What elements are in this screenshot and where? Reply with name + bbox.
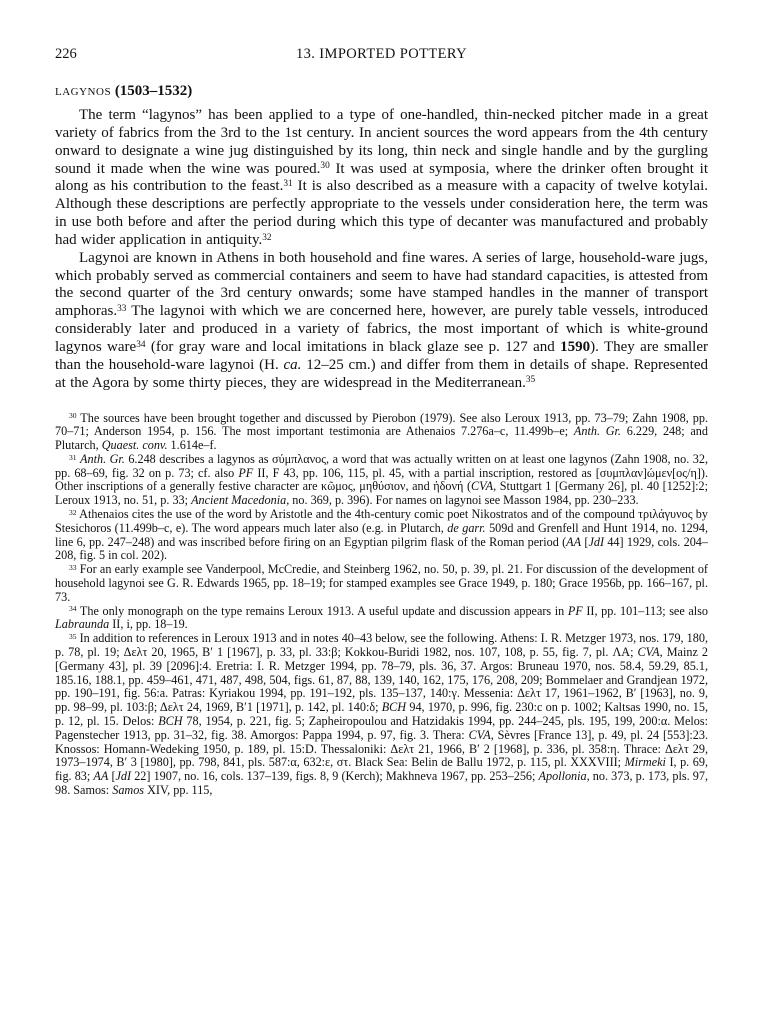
page-number: 226 [55, 46, 77, 62]
main-text [55, 107, 708, 393]
footnote-33: $^{33}$ For an early example see Vanderpool, McCredie, and Steinberg 1962, no. 50, p. 39, pl. 21. For discussion of the development of household lagynoi see G. R. Edwards 1965, pp. 18–19; for stamped examples see Grace 1949, p. 180; Grace 1956b, pp. 166–167, pl. 73. [55, 562, 708, 604]
running-header [55, 46, 708, 66]
running-head-title: 13. IMPORTED POTTERY [295, 46, 468, 62]
body-paragraph-2: Lagynoi are known in Athens in both household and fine wares. A series of large, household-ware jugs, which probably served as commercial containers and seem to have had standard capacities, is attested from the second quarter of the 3rd century onwards; some have stamped handles in the manner of transport amphoras.$^{33}$ The lagynoi with which we are concerned here, however, are purely table vessels, introduced considerably later and produced in a variety of fabrics, the most important of which is white-ground lagynos ware$^{34}$ (for gray ware and local imitations in black glaze see p. 127 and 1590). They are smaller than the household-ware lagynoi (H. ca. 12–25 cm.) and differ from them in details of shape. Represented at the Agora by some thirty pieces, they are widespread in the Mediterranean.$^{35}$ [55, 249, 708, 391]
footnote-35: $^{35}$ In addition to references in Leroux 1913 and in notes 40–43 below, see the following. Athens: I. R. Metzger 1973, nos. 179, 180, p. 78, pl. 19; Δελτ 20, 1965, B′ 1 [1967], p. 33, pl. 33:β; Kokkou-Buridi 1982, nos. 107, 108, p. 55, fig. 7, pl. ΛΑ; CVA, Mainz 2 [Germany 43], pl. 39 [2096]:4. Eretria: I. R. Metzger 1994, pp. 78–79, pls. 36, 37. Argos: Bruneau 1970, nos. 58.4, 59.29, 85.1, 185.16, 188.1, pp. 459–461, 471, 487, 498, 504, figs. 61, 87, 88, 139, 140, 162, 175, 176, 208, 209; Bommelaer and Grandjean 1972, pp. 190–191, fig. 56:a. Patras: Kyriakou 1994, pp. 191–192, pls. 135–137, 140:γ. Messenia: Δελτ 17, 1961–1962, B′ [1963], no. 9, pp. 98–99, pl. 103:β; Δελτ 24, 1969, B′1 [1971], p. 142, pl. 140:δ; BCH 94, 1970, p. 996, fig. 230:c on p. 1002; Kaltsas 1990, no. 15, p. 12, pl. 15. Delos: BCH 78, 1954, p. 221, fig. 5; Zapheiropoulou and Hatzidakis 1994, pp. 244–245, pls. 195, 199, 200:α. Melos: Pagenstecher 1913, pp. 31–32, fig. 38. Amorgos: Pappa 1994, p. 97, fig. 3. Thera: CVA, Sèvres [France 13], p. 49, pl. 24 [553]:23. Knossos: Homann-Wedeking 1950, p. 189, pl. 15:D. Thessaloniki: Δελτ 21, 1966, B′ 2 [1968], p. 336, pl. 358:η. Thrace: Δελτ 29, 1973–1974, B′ 3 [1980], pp. 798, 841, pls. 587:α, 632:ε, στ. Black Sea: Belin de Ballu 1972, p. 115, pl. XXXVIII; Mirmeki I, p. 69, fig. 83; AA [JdI 22] 1907, no. 16, cols. 137–139, figs. 8, 9 (Kerch); Makhneva 1967, pp. 253–256; Apollonia, no. 373, p. 173, pls. 97, 98. Samos: Samos XIV, pp. 115, [55, 631, 708, 798]
section-heading: lagynos (1503–1532) [55, 83, 193, 99]
footnote-31: $^{31}$ Anth. Gr. 6.248 describes a lagynos as σύμπλανος, a word that was actually written on at least one lagynos (Zahn 1908, no. 32, pp. 68–69, fig. 32 on p. 73; cf. also PF II, F 43, pp. 106, 115, pl. 45, with a partial inscription, restored as [συμπλαν]ώμεν[ος/η]). Other inscriptions of a generally festive character are κῶμος, μηθύσιον, and ἡδονή (CVA, Stuttgart 1 [Germany 26], pl. 40 [1252]:2; Leroux 1913, no. 51, p. 33; Ancient Macedonia, no. 369, p. 396). For names on lagynoi see Masson 1984, pp. 230–233. [55, 451, 709, 508]
footnote-34: $^{34}$ The only monograph on the type remains Leroux 1913. A useful update and discussion appears in PF II, pp. 101–113; see also Labraunda II, i, pp. 18–19. [55, 603, 708, 632]
footnotes-block [55, 412, 708, 798]
footnote-32: $^{32}$ Athenaios cites the use of the word by Aristotle and the 4th-century comic poet Nikostratos and of the compound τριλάγυνος by Stesichoros (11.499b–c, e). The word appears much later also (e.g. in Plutarch, de garr. 509d and Grenfell and Hunt 1914, no. 1294, line 6, pp. 247–248) and was inscribed before firing on an Egyptian pilgrim flask of the Roman period (AA [JdI 44] 1929, cols. 204–208, fig. 5 in col. 202). [55, 507, 708, 563]
footnote-30: $^{30}$ The sources have been brought together and discussed by Pierobon (1979). See also Leroux 1913, pp. 73–79; Zahn 1908, pp. 70–71; Anderson 1954, p. 156. The most important testimonia are Athenaios 7.276a–c, 11.499b–e; Anth. Gr. 6.229, 248; and Plutarch, Quaest. conv. 1.614e–f. [55, 410, 708, 453]
body-paragraph-1: The term “lagynos” has been applied to a type of one-handled, thin-necked pitcher made in a great variety of fabrics from the 3rd to the 1st century. In ancient sources the word appears from the 4th century onward to designate a wine jug distinguished by its long, thin neck and single handle and by the gurgling sound it made when the wine was poured.$^{30}$ It was used at symposia, where the drinker often brought it along as his contribution to the feast.$^{31}$ It is also described as a measure with a capacity of twelve kotylai. Although these descriptions are perfectly appropriate to the vessels under consideration here, the term was in use both before and after the period during which this type of decanter was manufactured and probably had wider application in antiquity.$^{32}$ [55, 107, 708, 248]
